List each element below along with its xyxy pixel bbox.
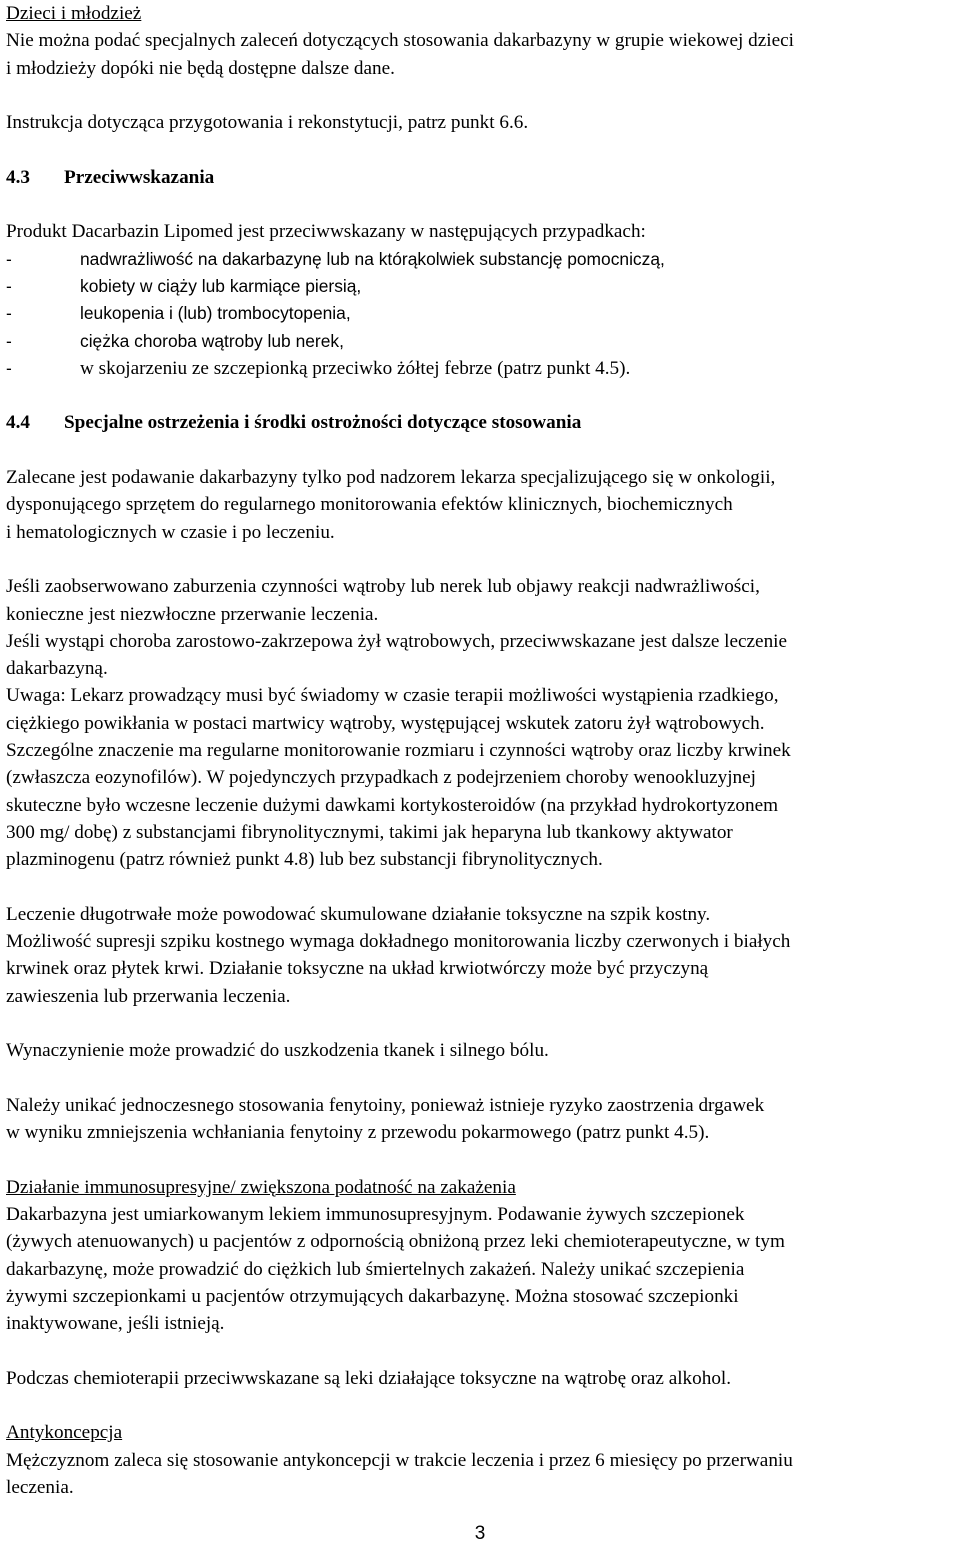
heading-title: Specjalne ostrzeżenia i środki ostrożności dotyczące stosowania	[64, 412, 582, 434]
text-line: dysponującego sprzętem do regularnego monitorowania efektów klinicznych, biochemicznych	[6, 494, 733, 516]
text-line: (żywych atenuowanych) u pacjentów z odpornością obniżoną przez leki chemioterapeutyczne, w tym	[6, 1231, 785, 1253]
text-line: Jeśli zaobserwowano zaburzenia czynności wątroby lub nerek lub objawy reakcji nadwrażliwości,	[6, 576, 760, 598]
heading-number: 4.3	[6, 166, 30, 188]
instruction-reference: Instrukcja dotycząca przygotowania i rekonstytucji, patrz punkt 6.6.	[6, 112, 529, 134]
text-line: Uwaga: Lekarz prowadzący musi być świadomy w czasie terapii możliwości wystąpienia rzadkiego,	[6, 685, 779, 707]
heading-title: Przeciwwskazania	[64, 166, 215, 188]
list-item	[6, 273, 956, 300]
list-dash: -	[6, 357, 12, 378]
text-line: w wyniku zmniejszenia wchłaniania fenytoiny z przewodu pokarmowego (patrz punkt 4.5).	[6, 1122, 710, 1144]
text-line: i młodzieży dopóki nie będą dostępne dalsze dane.	[6, 57, 395, 79]
section-title-immunosuppression: Działanie immunosupresyjne/ zwiększona podatność na zakażenia	[6, 1176, 516, 1198]
text-line: Dakarbazyna jest umiarkowanym lekiem immunosupresyjnym. Podawanie żywych szczepionek	[6, 1204, 745, 1226]
list-item-text: kobiety w ciąży lub karmiące piersią,	[80, 275, 362, 296]
section-title-children: Dzieci i młodzież	[6, 3, 142, 24]
list-dash: -	[6, 275, 12, 296]
page-number: 3	[474, 1523, 486, 1544]
text-line: dakarbazyną.	[6, 658, 108, 680]
text-line: krwinek oraz płytek krwi. Działanie toksyczne na układ krwiotwórczy może być przyczyną	[6, 958, 709, 980]
text-line: Wynaczynienie może prowadzić do uszkodzenia tkanek i silnego bólu.	[6, 1040, 549, 1062]
text-line: Jeśli wystąpi choroba zarostowo-zakrzepowa żył wątrobowych, przeciwwskazane jest dalsze leczenie	[6, 630, 788, 652]
text-line: i hematologicznych w czasie i po leczeniu.	[6, 521, 335, 543]
text-line: konieczne jest niezwłoczne przerwanie leczenia.	[6, 603, 379, 625]
heading-warnings	[6, 409, 956, 436]
section-title-contraception: Antykoncepcja	[6, 1422, 123, 1444]
list-item-text: nadwrażliwość na dakarbazynę lub na którąkolwiek substancję pomocniczą,	[80, 248, 665, 269]
text-line: zawieszenia lub przerwania leczenia.	[6, 985, 291, 1007]
document-page	[6, 0, 956, 1501]
text-line: dakarbazynę, może prowadzić do ciężkich lub śmiertelnych zakażeń. Należy unikać szczepienia	[6, 1258, 745, 1280]
text-line: żywymi szczepionkami u pacjentów otrzymujących dakarbazynę. Można stosować szczepionki	[6, 1285, 739, 1307]
list-dash: -	[6, 330, 12, 351]
list-item-text: leukopenia i (lub) trombocytopenia,	[80, 303, 351, 324]
text-line: Szczególne znaczenie ma regularne monitorowanie rozmiaru i czynności wątroby oraz liczby krwinek	[6, 740, 791, 762]
list-item	[6, 246, 956, 273]
list-dash: -	[6, 303, 12, 324]
text-line: Nie można podać specjalnych zaleceń dotyczących stosowania dakarbazyny w grupie wiekowej dzieci	[6, 30, 794, 52]
list-item	[6, 300, 956, 327]
heading-contraindications	[6, 164, 956, 191]
list-item	[6, 328, 956, 355]
text-line: skuteczne było wczesne leczenie dużymi dawkami kortykosteroidów (na przykład hydrokortyzonem	[6, 794, 779, 816]
text-line: Mężczyznom zaleca się stosowanie antykoncepcji w trakcie leczenia i przez 6 miesięcy po przerwaniu	[6, 1449, 793, 1471]
text-line: 300 mg/ dobę) z substancjami fibrynolitycznymi, takimi jak heparyna lub tkankowy aktywator	[6, 821, 733, 843]
list-item-text: ciężka choroba wątroby lub nerek,	[80, 330, 344, 351]
list-dash: -	[6, 248, 12, 269]
text-line: Zalecane jest podawanie dakarbazyny tylko pod nadzorem lekarza specjalizującego się w onkologii,	[6, 467, 776, 489]
text-line: leczenia.	[6, 1477, 74, 1499]
text-line: ciężkiego powikłania w postaci martwicy wątroby, występującej wskutek zatoru żył wątrobowych.	[6, 712, 765, 734]
contraindications-intro: Produkt Dacarbazin Lipomed jest przeciwwskazany w następujących przypadkach:	[6, 221, 646, 243]
text-line: Podczas chemioterapii przeciwwskazane są leki działające toksyczne na wątrobę oraz alkohol.	[6, 1367, 732, 1389]
text-line: Leczenie długotrwałe może powodować skumulowane działanie toksyczne na szpik kostny.	[6, 903, 711, 925]
text-line: plazminogenu (patrz również punkt 4.8) lub bez substancji fibrynolitycznych.	[6, 849, 603, 871]
heading-number: 4.4	[6, 412, 30, 434]
text-line: Możliwość supresji szpiku kostnego wymaga dokładnego monitorowania liczby czerwonych i białych	[6, 931, 791, 953]
list-item-text: w skojarzeniu ze szczepionką przeciwko żółtej febrze (patrz punkt 4.5).	[80, 357, 631, 379]
list-item	[6, 355, 956, 382]
text-line: inaktywowane, jeśli istnieją.	[6, 1313, 225, 1335]
text-line: Należy unikać jednoczesnego stosowania fenytoiny, ponieważ istnieje ryzyko zaostrzenia drgawek	[6, 1094, 765, 1116]
text-line: (zwłaszcza eozynofilów). W pojedynczych przypadkach z podejrzeniem choroby wenookluzyjnej	[6, 767, 756, 789]
